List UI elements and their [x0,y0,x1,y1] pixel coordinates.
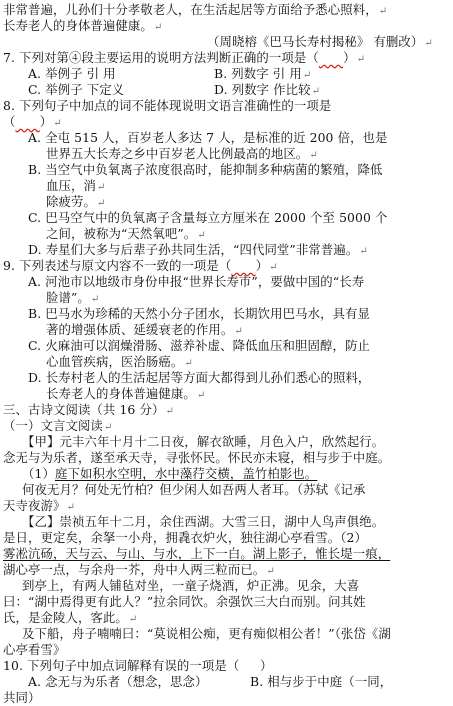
question-8-option-b: 除疲劳。↵ [46,194,106,209]
underlined-translation-sentence-1: 庭下如积水空明，水中藻荇交横，盖竹柏影也。 [54,466,318,481]
classical-text-jia: 【甲】元丰六年十月十二日夜，解衣欲睡，月色入户，欣然起行。 [22,434,385,449]
question-7-option-b: B. 列数字 引 用↵ [214,66,312,81]
classical-text-yi: 是日，更定矣，余拏一小舟，拥毳衣炉火，独往湖心亭看雪。（2） [3,530,368,545]
classical-text-yi: 曰：“湖中焉得更有此人？”拉余同饮。余强饮三大白而别。问其姓 [3,594,366,609]
passage-line: 非常普遍，儿孙们十分孝敬老人，在生活起居等方面给予悉心照料，↵ [3,2,388,17]
subsection-heading: （一）文言文阅读↵ [3,418,113,433]
question-7-option-c: C. 举例子 下定义 [28,82,125,97]
question-8-option-c: C. 巴马空气中的负氧离子含量每立方厘米在 2000 个至 5000 个 [28,210,388,225]
question-9-option-b: B. 巴马水为珍稀的天然小分子团水，长期饮用巴马水，具有显 [28,306,371,321]
question-10-line: A. 念无与为乐者（想念，思念） [28,674,208,689]
classical-text-yi: 及下船，舟子喃喃曰：“莫说相公痴，更有痴似相公者！”（张岱《湖 [22,626,391,641]
question-9-stem: 9. 下列表述与原文内容不一致的一项是（ ）↵ [3,258,278,273]
question-10-line: 10. 下列句子中加点词解释有误的一项是（ [3,658,240,673]
passage-line: 长寿老人的身体普遍健康。↵ [3,18,163,33]
classical-text-yi [3,546,390,562]
question-8-answer-paren: （ ）↵ [3,114,62,129]
question-8-stem: 8. 下列句子中加点的词不能体现说明文语言准确性的一项是 [3,98,332,113]
question-9-option-d: 长寿老人的身体普遍健康。↵ [46,386,206,401]
question-9-option-d: D. 长寿村老人的生活起居等方面大都得到儿孙们悉心的照料， [28,370,371,385]
question-9-option-a: A. 河池市以地级市身份申报“世界长寿市”，要做中国的“长寿 [28,274,365,289]
classical-text-jia: 念无与为乐者，遂至承天寺，寻张怀民。怀民亦未寝，相与步于中庭。 [3,450,391,465]
classical-text-yi: 到亭上，有两人铺毡对坐，一童子烧酒，炉正沸。见余，大喜 [22,578,360,593]
classical-text-yi: 【乙】崇祯五年十二月，余住西湖。大雪三日，湖中人鸟声俱绝。 [22,514,385,529]
section-heading: 三、古诗文阅读（共 16 分）↵ [3,402,174,417]
question-8-option-b: 血压，消↵ [46,178,106,193]
classical-text-yi: 湖心亭一点，与余舟一芥，舟中人两三粒而已。↵ [3,562,275,577]
question-9-option-b: 著的增强体质、延缓衰老的作用。↵ [46,322,243,337]
question-7-option-d: D. 列数字 作比较↵ [214,82,321,97]
classical-text-jia: 何夜无月？何处无竹柏？但少闲人如吾两人者耳。（苏轼《记承 [22,482,366,497]
question-9-option-a: 脸谱”。↵ [46,290,100,305]
question-10-answer-paren-end: ） [260,658,273,673]
question-8-option-a: 世界五大长寿之乡中百岁老人比例最高的地区。↵ [46,146,318,161]
classical-text-yi: 心亭看雪》 [3,642,66,657]
question-10-line: 共同） [3,690,41,705]
question-8-option-a: A. 全屯 515 人，百岁老人多达 7 人，是标准的近 200 倍，也是 [28,130,388,145]
passage-source: （周晓榕《巴马长寿村揭秘》 有删改）↵ [207,34,433,49]
question-10-line: B. 相与步于中庭（一同， [250,674,393,689]
question-9-option-c: C. 火麻油可以润燥滑肠、滋养补虚、降低血压和胆固醇，防止 [28,338,370,353]
question-8-option-c: 之间，被称为“天然氧吧”。↵ [46,226,206,241]
classical-text-yi: 氏，是金陵人，客此。↵ [3,610,138,625]
classical-text-jia: 天寺夜游》↵ [3,498,75,513]
classical-text-jia: （1）庭下如积水空明，水中藻荇交横，盖竹柏影也。 [22,466,318,481]
question-7-stem: 7. 下列对第④段主要运用的说明方法判断正确的一项是（ ）↵ [3,50,366,65]
question-9-option-c: 心血管疾病，医治肠癌。↵ [46,354,193,369]
question-8-option-d: D. 寿星们大多与后辈子孙共同生活，“四代同堂”非常普遍。↵ [28,242,368,257]
question-8-option-b: B. 当空气中负氧离子浓度很高时，能抑制多种病菌的繁殖，降低 [28,162,383,177]
question-7-option-a: A. 举例子 引 用 [28,66,116,81]
underlined-translation-sentence-2: 雾凇沆砀，天与云、与山、与水，上下一白。湖上影子，惟长堤一痕， [3,546,391,561]
